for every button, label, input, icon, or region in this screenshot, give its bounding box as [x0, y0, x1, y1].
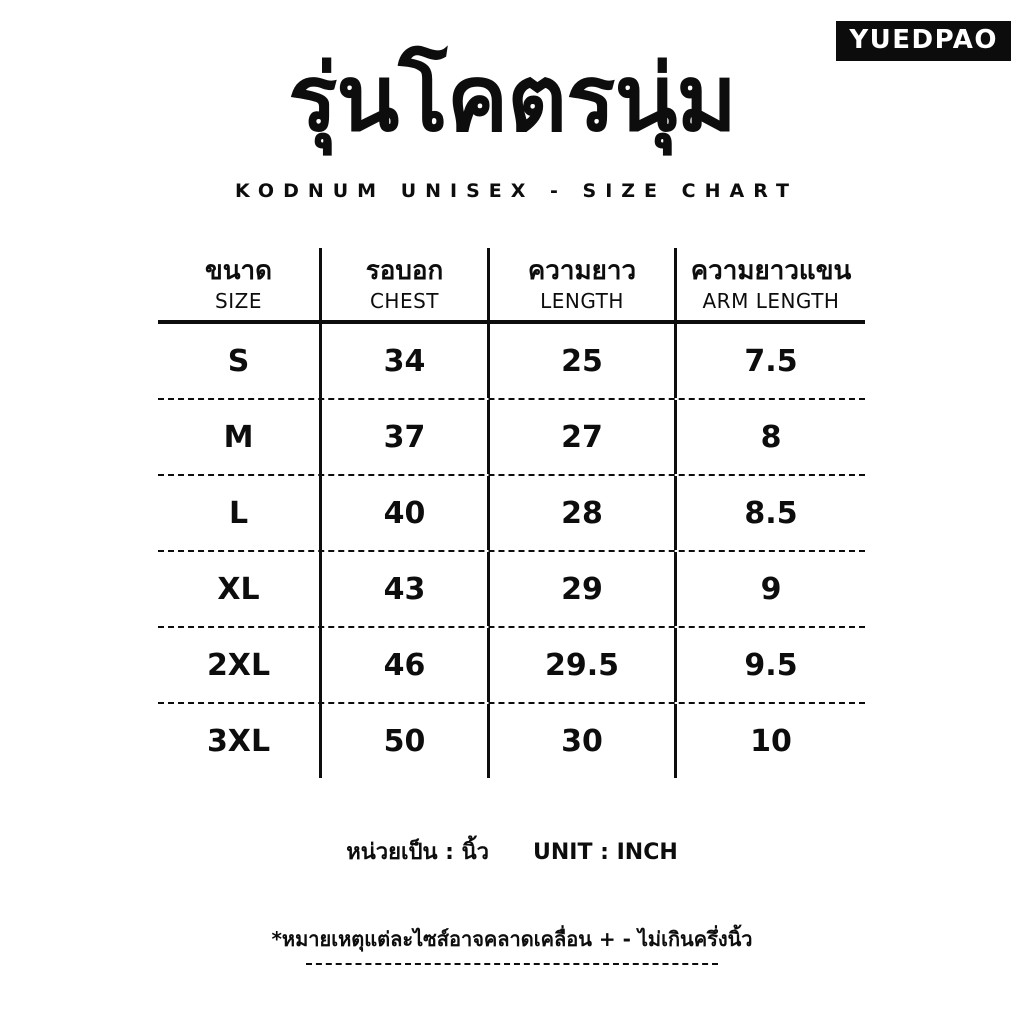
footnote-text: *หมายเหตุแต่ละไซส์อาจคลาดเคลื่อน + - ไม่เกินครึ่งนิ้ว: [271, 927, 753, 951]
chest-cell: 34: [322, 324, 490, 398]
table-row-2xl: [158, 628, 865, 704]
brand-badge: [836, 21, 1011, 61]
chest-cell: 46: [322, 628, 490, 702]
length-cell: 28: [490, 476, 677, 550]
length-cell: 29.5: [490, 628, 677, 702]
arm-length-cell: 9: [760, 571, 782, 607]
table-row-3xl: [158, 704, 865, 778]
size-cell: 2XL: [158, 628, 322, 702]
brand-logo-text: YUEDPAO: [849, 25, 998, 55]
unit-note-thai: หน่วยเป็น : นิ้ว: [346, 840, 490, 865]
size-cell: M: [158, 400, 322, 474]
chest-cell: 40: [322, 476, 490, 550]
column-header-length: [490, 248, 677, 320]
table-row-s: [158, 324, 865, 400]
footnote-divider: [306, 963, 718, 965]
size-cell: 3XL: [158, 704, 322, 778]
size-cell: XL: [158, 552, 322, 626]
page-title: รุ่นโคตรนุ่ม: [288, 45, 736, 152]
chest-cell: 37: [322, 400, 490, 474]
column-header-length-english: LENGTH: [540, 289, 624, 314]
length-cell: 27: [490, 400, 677, 474]
arm-length-cell: 9.5: [744, 647, 798, 683]
size-chart-table: [158, 248, 865, 778]
column-header-chest-english: CHEST: [369, 289, 440, 314]
footnote: [0, 923, 1024, 965]
column-header-size-thai: ขนาด: [204, 255, 273, 286]
chest-cell: 50: [322, 704, 490, 778]
column-header-size-english: SIZE: [215, 289, 262, 314]
column-header-arm-length-english: ARM LENGTH: [702, 289, 840, 314]
table-header-row: [158, 248, 865, 324]
size-cell: L: [158, 476, 322, 550]
column-header-size: [158, 248, 322, 320]
length-cell: 30: [490, 704, 677, 778]
column-header-chest-thai: รอบอก: [365, 255, 444, 286]
arm-length-cell: 10: [750, 723, 792, 759]
table-row-l: [158, 476, 865, 552]
column-header-arm-length: [677, 248, 865, 320]
column-header-arm-length-thai: ความยาวแขน: [690, 255, 852, 286]
length-cell: 25: [490, 324, 677, 398]
page-subtitle: KODNUM UNISEX - SIZE CHART: [235, 180, 798, 202]
length-cell: 29: [490, 552, 677, 626]
size-cell: S: [158, 324, 322, 398]
unit-note-english: UNIT : INCH: [533, 840, 678, 865]
chest-cell: 43: [322, 552, 490, 626]
arm-length-cell: 7.5: [744, 343, 798, 379]
arm-length-cell: 8.5: [744, 495, 798, 531]
column-header-length-thai: ความยาว: [527, 255, 637, 286]
table-row-m: [158, 400, 865, 476]
table-row-xl: [158, 552, 865, 628]
unit-note: [0, 834, 1024, 869]
column-header-chest: [322, 248, 490, 320]
arm-length-cell: 8: [760, 419, 782, 455]
